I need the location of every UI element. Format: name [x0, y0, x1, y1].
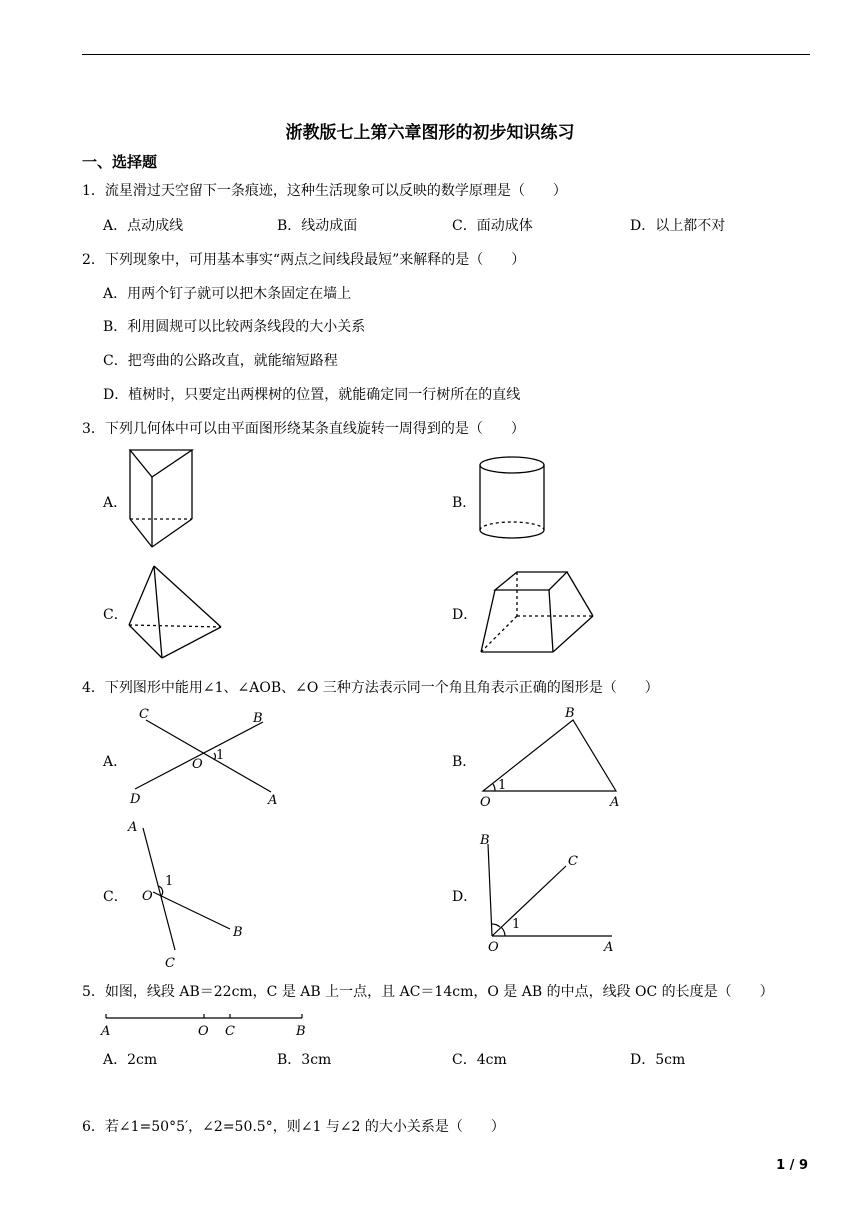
fig-a-angle-1: 1: [216, 748, 225, 763]
fig-a-point-o: O: [192, 757, 203, 772]
q5-point-o: O: [198, 1024, 209, 1039]
q4-option-c: C．: [103, 889, 128, 905]
fig-c-point-c: C: [165, 956, 175, 971]
q5-option-c: C．4cm: [452, 1052, 507, 1068]
fig-a-point-d: D: [130, 792, 141, 807]
q3-figure-triangular-pyramid: [124, 563, 224, 663]
q3-figure-frustum: [477, 568, 597, 656]
q5-point-c: C: [225, 1024, 235, 1039]
q5-point-b: B: [296, 1024, 306, 1039]
q3-option-c: C．: [103, 607, 128, 623]
section-heading: 一、选择题: [82, 153, 158, 171]
q4-option-a: A．: [103, 754, 128, 770]
fig-d-point-c: C: [568, 854, 578, 869]
fig-b-point-b: B: [565, 706, 575, 721]
q5-option-d: D．5cm: [630, 1052, 686, 1068]
q3-option-b: B．: [452, 495, 477, 511]
fig-d-point-b: B: [480, 833, 490, 848]
q5-segment-figure: [98, 1011, 318, 1039]
fig-c-point-o: O: [142, 889, 153, 904]
q2-stem: 2．下列现象中，可用基本事实“两点之间线段最短”来解释的是（ ）: [82, 252, 526, 268]
q2-option-b: B．利用圆规可以比较两条线段的大小关系: [103, 319, 366, 335]
q3-option-a: A．: [103, 495, 128, 511]
q1-option-a: A．点动成线: [103, 218, 184, 234]
q4-option-d: D．: [452, 889, 478, 905]
fig-a-point-c: C: [139, 707, 149, 722]
fig-d-point-a: A: [604, 940, 614, 955]
q4-stem: 4．下列图形中能用∠1、∠AOB、∠O 三种方法表示同一个角且角表示正确的图形是（ ）: [82, 680, 659, 696]
fig-c-angle-1: 1: [165, 874, 174, 889]
q4-figure-a: [128, 704, 288, 809]
q4-figure-b: [478, 703, 638, 808]
fig-d-angle-1: 1: [512, 917, 521, 932]
fig-b-point-a: A: [610, 795, 620, 810]
fig-b-point-o: O: [480, 795, 491, 810]
q1-option-d: D．以上都不对: [630, 218, 726, 234]
q2-option-c: C．把弯曲的公路改直，就能缩短路程: [103, 353, 338, 369]
q6-stem: 6．若∠1=50°5′，∠2=50.5°，则∠1 与∠2 的大小关系是（ ）: [82, 1119, 505, 1135]
q2-option-d: D．植树时，只要定出两棵树的位置，就能确定同一行树所在的直线: [103, 387, 521, 403]
fig-c-point-b: B: [233, 925, 243, 940]
q3-figure-triangular-prism: [122, 447, 197, 551]
fig-b-angle-1: 1: [498, 778, 507, 793]
q4-option-b: B．: [452, 754, 477, 770]
q5-option-b: B．3cm: [277, 1052, 332, 1068]
fig-d-point-o: O: [488, 940, 499, 955]
fig-c-point-a: A: [128, 820, 138, 835]
fig-a-point-b: B: [253, 711, 263, 726]
q1-stem: 1．流星滑过天空留下一条痕迹，这种生活现象可以反映的数学原理是（ ）: [82, 183, 567, 199]
q4-figure-c: [125, 814, 260, 974]
q2-option-a: A．用两个钉子就可以把木条固定在墙上: [103, 286, 352, 302]
q3-figure-cylinder: [476, 455, 548, 545]
document-title: 浙教版七上第六章图形的初步知识练习: [285, 123, 575, 143]
q1-option-b: B．线动成面: [277, 218, 358, 234]
header-rule: [82, 54, 810, 55]
q3-option-d: D．: [452, 607, 478, 623]
q3-stem: 3．下列几何体中可以由平面图形绕某条直线旋转一周得到的是（ ）: [82, 421, 525, 437]
q5-stem: 5．如图，线段 AB＝22cm，C 是 AB 上一点，且 AC＝14cm，O 是 AB 的中点，线段 OC 的长度是（ ）: [82, 984, 774, 1000]
q4-figure-d: [478, 830, 628, 955]
q5-point-a: A: [101, 1024, 111, 1039]
q5-option-a: A．2cm: [103, 1052, 158, 1068]
page-indicator: 1 / 9: [776, 1158, 808, 1173]
fig-a-point-a: A: [268, 793, 278, 808]
q1-option-c: C．面动成体: [452, 218, 533, 234]
